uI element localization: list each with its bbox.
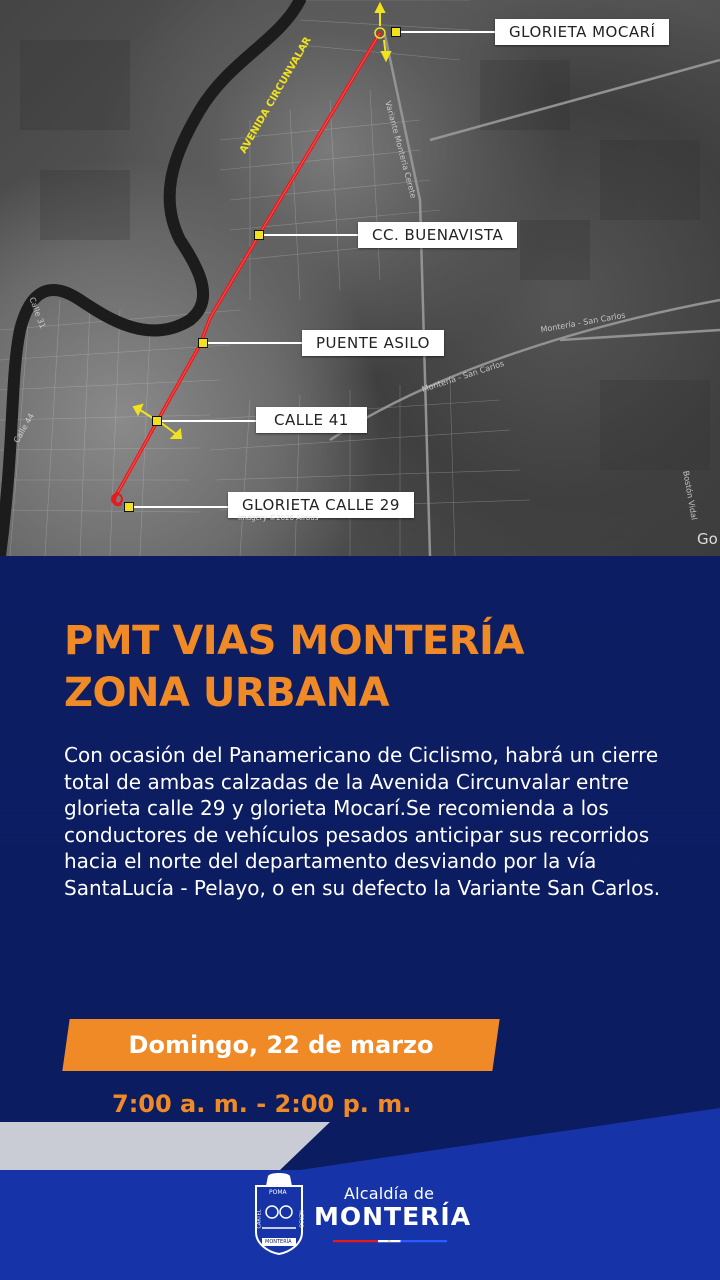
callout-calle-41: CALLE 41 — [256, 407, 367, 433]
time-label: 7:00 a. m. - 2:00 p. m. — [112, 1090, 412, 1118]
street-label: Variante Monteria Cerete — [383, 100, 418, 200]
brand-subtitle: Alcaldía de — [344, 1184, 435, 1203]
callout-cc-buenavista: CC. BUENAVISTA — [358, 222, 517, 248]
callout-leader — [264, 234, 358, 236]
date-label: Domingo, 22 de marzo — [128, 1031, 434, 1059]
brand-underline — [314, 1240, 466, 1243]
crest-text: MONTERÍA — [265, 1239, 292, 1245]
imagery-credit: Imagery ©2026 Airbus — [238, 514, 319, 522]
crest-text: NERSO — [297, 1210, 304, 1228]
street-label: Montería - San Carlos — [420, 358, 506, 395]
location-marker — [198, 338, 208, 348]
callout-leader — [401, 31, 495, 33]
location-marker — [152, 416, 162, 426]
map-graphics — [0, 0, 720, 556]
callout-puente-asilo: PUENTE ASILO — [302, 330, 444, 356]
title-line-1: PMT VIAS MONTERÍA — [64, 618, 524, 664]
street-label: Montería - San Carlos — [539, 310, 627, 335]
street-label: Bostón Vidal — [681, 470, 699, 521]
brand-title: MONTERÍA — [314, 1202, 472, 1231]
callout-glorieta-calle-29: GLORIETA CALLE 29 — [228, 492, 414, 518]
callout-leader — [208, 342, 302, 344]
callout-leader — [134, 506, 228, 508]
callout-leader — [162, 420, 256, 422]
crest-text: POMA — [269, 1189, 287, 1196]
route-map — [0, 0, 720, 556]
location-marker — [124, 502, 134, 512]
alcaldia-logo — [252, 1172, 472, 1256]
location-marker — [391, 27, 401, 37]
title-line-2: ZONA URBANA — [64, 670, 390, 716]
location-marker — [254, 230, 264, 240]
crest-text: CARTEL — [256, 1209, 263, 1229]
notice-title — [64, 615, 524, 719]
street-label: Calle 31 — [27, 296, 48, 330]
callout-glorieta-mocari: GLORIETA MOCARÍ — [495, 19, 669, 45]
notice-body: Con ocasión del Panamericano de Ciclismo, habrá un cierre total de ambas calzadas de la Avenida Circunvalar entre glorieta calle 29 y glorieta Mocarí.Se recomienda a los conductores de vehículos pesados anticipar sus recorridos hacia el norte del departamento desviando por la vía SantaLucía - Pelayo, o en su defecto la Variante San Carlos. — [64, 743, 661, 900]
map-brand-mark: Go — [697, 530, 718, 548]
road-name-label: AVENIDA CIRCUNVALAR — [238, 35, 314, 156]
street-label: Calle 44 — [12, 411, 37, 445]
